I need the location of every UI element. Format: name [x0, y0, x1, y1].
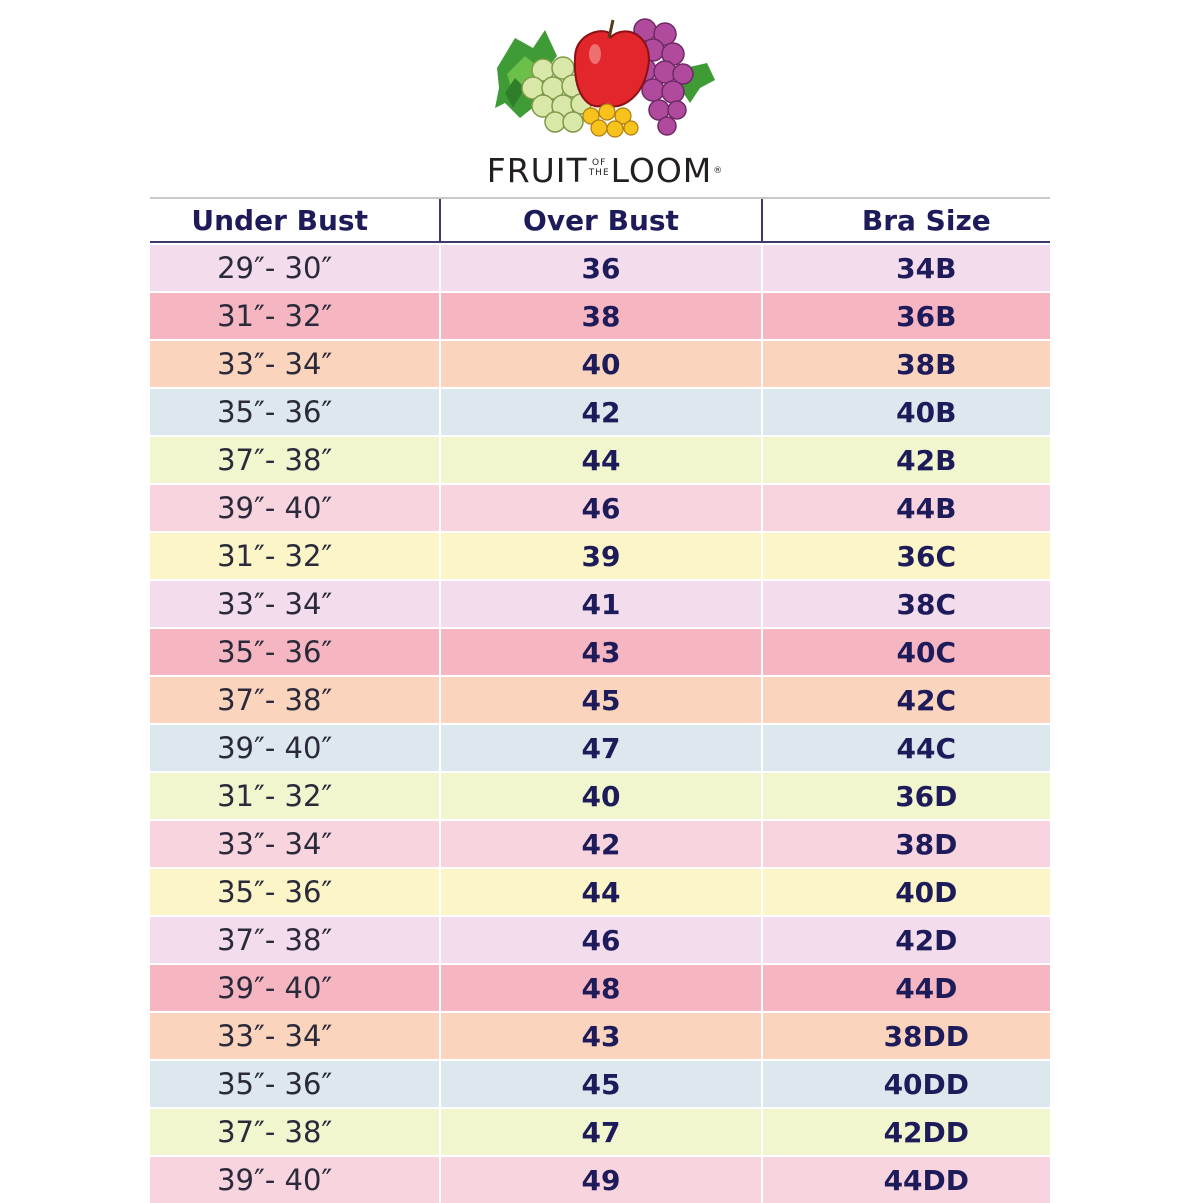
over-bust-cell: 40: [439, 773, 760, 819]
under-bust-cell: 29″- 30″: [150, 245, 439, 291]
over-bust-cell: 44: [439, 869, 760, 915]
over-bust-cell: 43: [439, 629, 760, 675]
under-bust-cell: 37″- 38″: [150, 1109, 439, 1155]
over-bust-cell: 41: [439, 581, 760, 627]
over-bust-cell: 45: [439, 1061, 760, 1107]
header-over-bust: Over Bust: [439, 199, 760, 241]
bra-size-cell: 40B: [761, 389, 1050, 435]
bra-size-cell: 42D: [761, 917, 1050, 963]
over-bust-cell: 49: [439, 1157, 760, 1203]
bra-size-cell: 36B: [761, 293, 1050, 339]
under-bust-cell: 37″- 38″: [150, 437, 439, 483]
bra-size-cell: 36C: [761, 533, 1050, 579]
brand-name-small: [589, 158, 610, 178]
over-bust-cell: 36: [439, 245, 760, 291]
fruit-cluster-icon: [485, 8, 725, 143]
over-bust-cell: 38: [439, 293, 760, 339]
table-row: [150, 723, 1050, 771]
table-row: [150, 531, 1050, 579]
table-row: [150, 339, 1050, 387]
bra-size-cell: 42B: [761, 437, 1050, 483]
table-row: [150, 435, 1050, 483]
bra-size-cell: 42C: [761, 677, 1050, 723]
bra-size-cell: 38C: [761, 581, 1050, 627]
over-bust-cell: 48: [439, 965, 760, 1011]
header-bra-size: Bra Size: [761, 199, 1050, 241]
table-body: [150, 243, 1050, 1203]
under-bust-cell: 33″- 34″: [150, 1013, 439, 1059]
table-row: [150, 675, 1050, 723]
under-bust-cell: 33″- 34″: [150, 821, 439, 867]
header-under-bust: Under Bust: [191, 203, 368, 237]
bra-size-cell: 38D: [761, 821, 1050, 867]
under-bust-cell: 39″- 40″: [150, 485, 439, 531]
table-row: [150, 963, 1050, 1011]
over-bust-cell: 46: [439, 485, 760, 531]
under-bust-cell: 39″- 40″: [150, 1157, 439, 1203]
table-row: [150, 627, 1050, 675]
over-bust-cell: 44: [439, 437, 760, 483]
table-row: [150, 819, 1050, 867]
bra-size-cell: 34B: [761, 245, 1050, 291]
bra-size-cell: 40C: [761, 629, 1050, 675]
over-bust-cell: 42: [439, 821, 760, 867]
under-bust-cell: 35″- 36″: [150, 869, 439, 915]
brand-name-small-top: OF: [592, 158, 607, 168]
table-row: [150, 579, 1050, 627]
over-bust-cell: 47: [439, 1109, 760, 1155]
over-bust-cell: 40: [439, 341, 760, 387]
over-bust-cell: 42: [439, 389, 760, 435]
table-row: [150, 915, 1050, 963]
under-bust-cell: 33″- 34″: [150, 341, 439, 387]
table-row: [150, 867, 1050, 915]
under-bust-cell: 35″- 36″: [150, 1061, 439, 1107]
bra-size-cell: 40D: [761, 869, 1050, 915]
bra-size-cell: 44C: [761, 725, 1050, 771]
brand-wordmark: [475, 148, 735, 192]
registered-mark: ®: [713, 166, 724, 176]
over-bust-cell: 39: [439, 533, 760, 579]
table-header: [150, 199, 1050, 243]
table-row: [150, 1059, 1050, 1107]
over-bust-cell: 47: [439, 725, 760, 771]
table-row: [150, 1107, 1050, 1155]
under-bust-cell: 33″- 34″: [150, 581, 439, 627]
table-row: [150, 387, 1050, 435]
under-bust-cell: 39″- 40″: [150, 725, 439, 771]
under-bust-cell: 31″- 32″: [150, 773, 439, 819]
under-bust-cell: 39″- 40″: [150, 965, 439, 1011]
over-bust-cell: 46: [439, 917, 760, 963]
under-bust-cell: 35″- 36″: [150, 389, 439, 435]
bra-size-cell: 38B: [761, 341, 1050, 387]
table-row: [150, 243, 1050, 291]
table-row: [150, 483, 1050, 531]
brand-name-part: LOOM: [610, 150, 713, 190]
under-bust-cell: 31″- 32″: [150, 293, 439, 339]
table-row: [150, 771, 1050, 819]
bra-size-cell: 40DD: [761, 1061, 1050, 1107]
table-row: [150, 1155, 1050, 1203]
bra-size-cell: 44DD: [761, 1157, 1050, 1203]
bra-size-cell: 38DD: [761, 1013, 1050, 1059]
over-bust-cell: 45: [439, 677, 760, 723]
bra-size-cell: 44B: [761, 485, 1050, 531]
size-chart-table: [150, 197, 1050, 1203]
bra-size-cell: 44D: [761, 965, 1050, 1011]
brand-name-part: FRUIT: [486, 150, 588, 190]
under-bust-cell: 31″- 32″: [150, 533, 439, 579]
table-row: [150, 1011, 1050, 1059]
bra-size-cell: 42DD: [761, 1109, 1050, 1155]
under-bust-cell: 37″- 38″: [150, 677, 439, 723]
under-bust-cell: 37″- 38″: [150, 917, 439, 963]
brand-name-small-bottom: THE: [588, 168, 610, 178]
table-row: [150, 291, 1050, 339]
bra-size-cell: 36D: [761, 773, 1050, 819]
under-bust-cell: 35″- 36″: [150, 629, 439, 675]
brand-logo: [475, 8, 735, 188]
over-bust-cell: 43: [439, 1013, 760, 1059]
